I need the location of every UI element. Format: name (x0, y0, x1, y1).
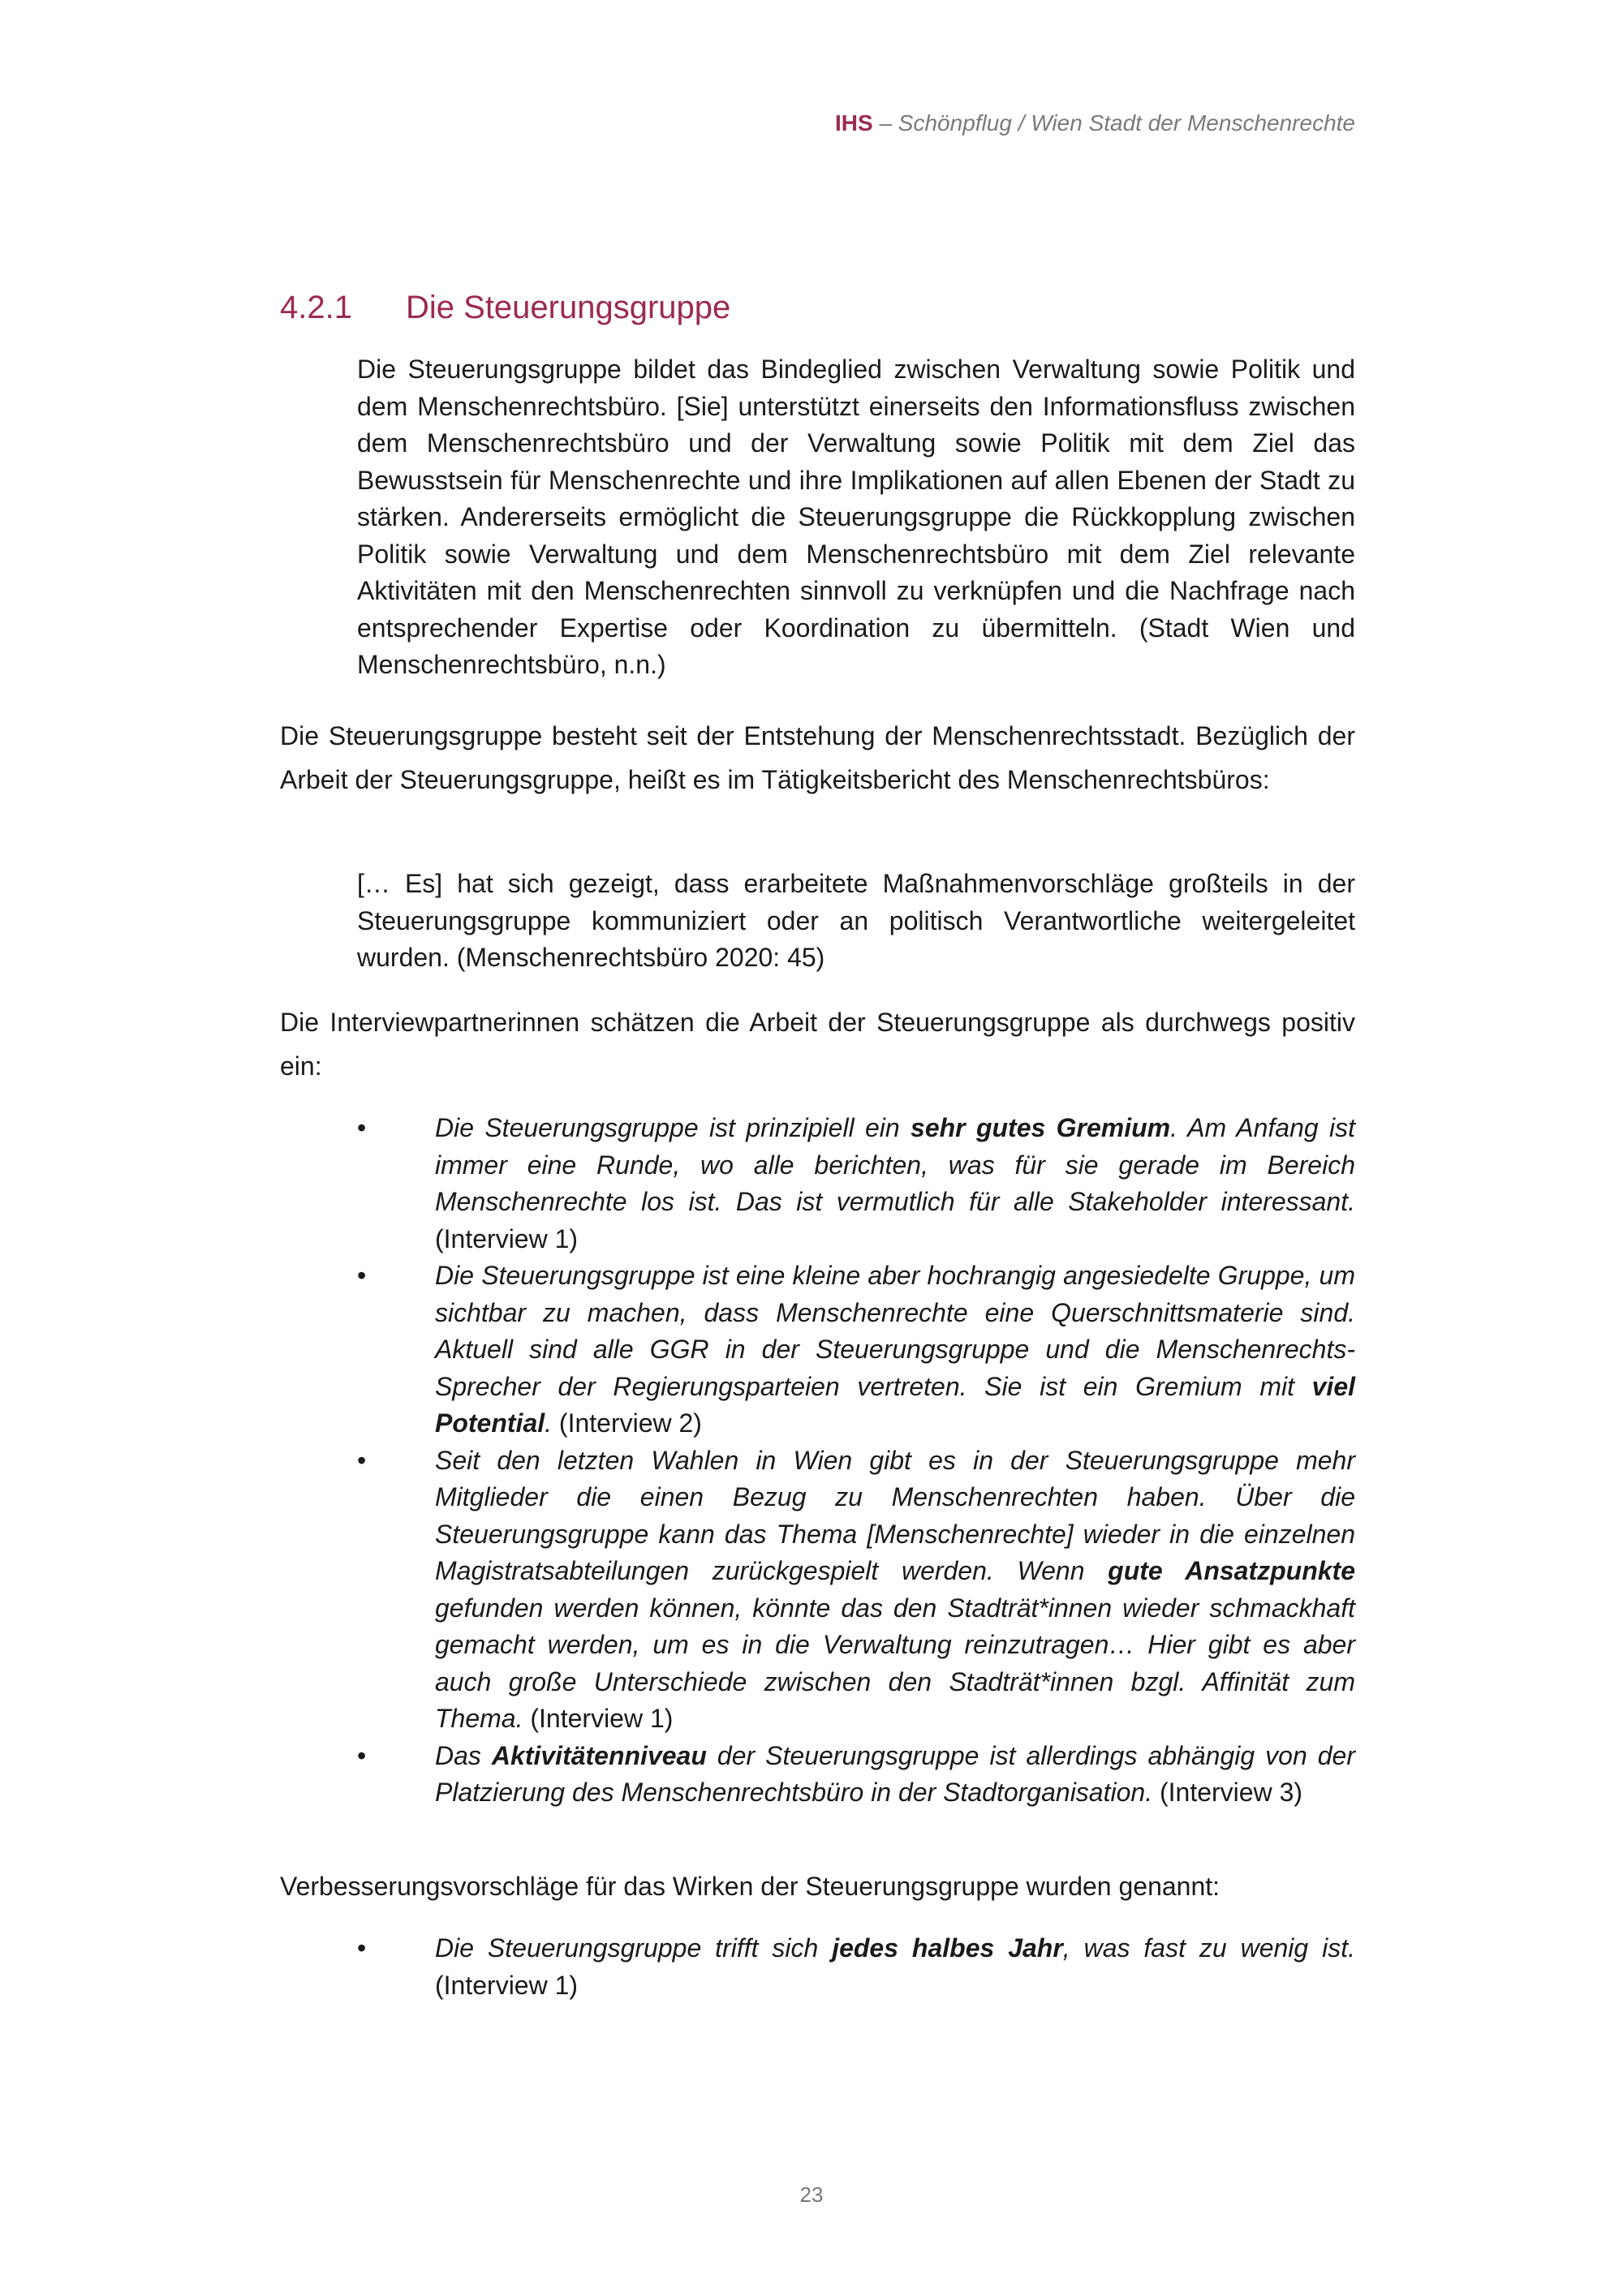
paragraph-1-text: Die Steuerungsgruppe besteht seit der Entstehung der Menschenrechtsstadt. Bezüglich der Arbeit der Steuerungsgruppe, heißt es im Tätigkeitsbericht des Menschenrechtsbüros: (280, 721, 1355, 794)
interview-citation: (Interview 1) (523, 1704, 674, 1733)
interview-citation: (Interview 1) (435, 1223, 579, 1253)
header-title: – Schönpflug / Wien Stadt der Menschenrechte (872, 110, 1355, 135)
header-org: IHS (834, 110, 873, 135)
paragraph-3-text: Verbesserungsvorschläge für das Wirken der Steuerungsgruppe wurden genannt: (280, 1872, 1220, 1901)
block-quote-1 (357, 351, 1355, 684)
interview-bullets (357, 1110, 1355, 1812)
bullet-marker: • (357, 1445, 367, 1475)
list-item: • Die Steuerungsgruppe trifft sich jedes halbes Jahr, was fast zu wenig ist. (Interview 1) (357, 1930, 1355, 2004)
list-item: • Das Aktivitätenniveau der Steuerungsgruppe ist allerdings abhängig von der Platzierung des Menschenrechtsbüro in der Stadtorganisation. (Interview 3) (357, 1738, 1355, 1812)
bullet-marker: • (357, 1933, 367, 1963)
improvement-bullets (357, 1930, 1355, 2004)
interview-citation: (Interview 1) (435, 1970, 579, 2000)
list-item: • Die Steuerungsgruppe ist prinzipiell ein sehr gutes Gremium. Am Anfang ist immer eine Runde, wo alle berichten, was für sie gerade im Bereich Menschenrechte los ist. Das ist vermutlich für alle Stakeholder interessant. (Interview 1) (357, 1110, 1355, 1258)
bullet-marker: • (357, 1740, 367, 1770)
quote-2-text: [… Es] hat sich gezeigt, dass erarbeitete Maßnahmenvorschläge großteils in der Steuerungsgruppe kommuniziert oder an politisch Verantwortliche weitergeleitet wurden. (Menschenrechtsbüro 2020: 45) (357, 869, 1355, 972)
running-header (835, 110, 1355, 136)
bullet-marker: • (357, 1261, 367, 1290)
interview-citation: (Interview 2) (552, 1408, 702, 1438)
page-number: 23 (799, 2182, 824, 2207)
section-number: 4.2.1 (280, 290, 352, 325)
list-item: • Die Steuerungsgruppe ist eine kleine aber hochrangig angesiedelte Gruppe, um sichtbar zu machen, dass Menschenrechte eine Querschnittsmaterie sind. Aktuell sind alle GGR in der Steuerungsgruppe und die Menschenrechts-Sprecher der Regierungsparteien vertreten. Sie ist ein Gremium mit viel Potential. (Interview 2) (357, 1258, 1355, 1443)
body-paragraph-3 (280, 1868, 1355, 1906)
quote-1-text: Die Steuerungsgruppe bildet das Bindeglied zwischen Verwaltung sowie Politik und dem Menschenrechtsbüro. [Sie] unterstützt einerseits den Informationsfluss zwischen dem Menschenrechtsbüro und der Verwaltung sowie Politik mit dem Ziel das Bewusstsein für Menschenrechte und ihre Implikationen auf allen Ebenen der Stadt zu stärken. Andererseits ermöglicht die Steuerungsgruppe die Rückkopplung zwischen Politik sowie Verwaltung und dem Menschenrechtsbüro mit dem Ziel relevante Aktivitäten mit den Menschenrechten sinnvoll zu verknüpfen und die Nachfrage nach entsprechender Expertise oder Koordination zu übermitteln. (Stadt Wien und Menschenrechtsbüro, n.n.) (357, 355, 1355, 679)
body-paragraph-2 (280, 1000, 1355, 1088)
paragraph-2-text: Die Interviewpartnerinnen schätzen die Arbeit der Steuerungsgruppe als durchwegs positiv ein: (280, 1008, 1355, 1081)
block-quote-2 (357, 866, 1355, 977)
bullet-marker: • (357, 1113, 367, 1142)
body-paragraph-1 (280, 714, 1355, 802)
section-title: Die Steuerungsgruppe (406, 290, 731, 325)
section-heading (280, 290, 730, 326)
list-item: • Seit den letzten Wahlen in Wien gibt es in der Steuerungsgruppe mehr Mitglieder die einen Bezug zu Menschenrechten haben. Über die Steuerungsgruppe kann das Thema [Menschenrechte] wieder in die einzelnen Magistratsabteilungen zurückgespielt werden. Wenn gute Ansatzpunkte gefunden werden können, könnte das den Stadträt*innen wieder schmackhaft gemacht werden, um es in die Verwaltung reinzutragen… Hier gibt es aber auch große Unterschiede zwischen den Stadträt*innen bzgl. Affinität zum Thema. (Interview 1) (357, 1443, 1355, 1738)
interview-citation: (Interview 3) (1152, 1778, 1303, 1807)
